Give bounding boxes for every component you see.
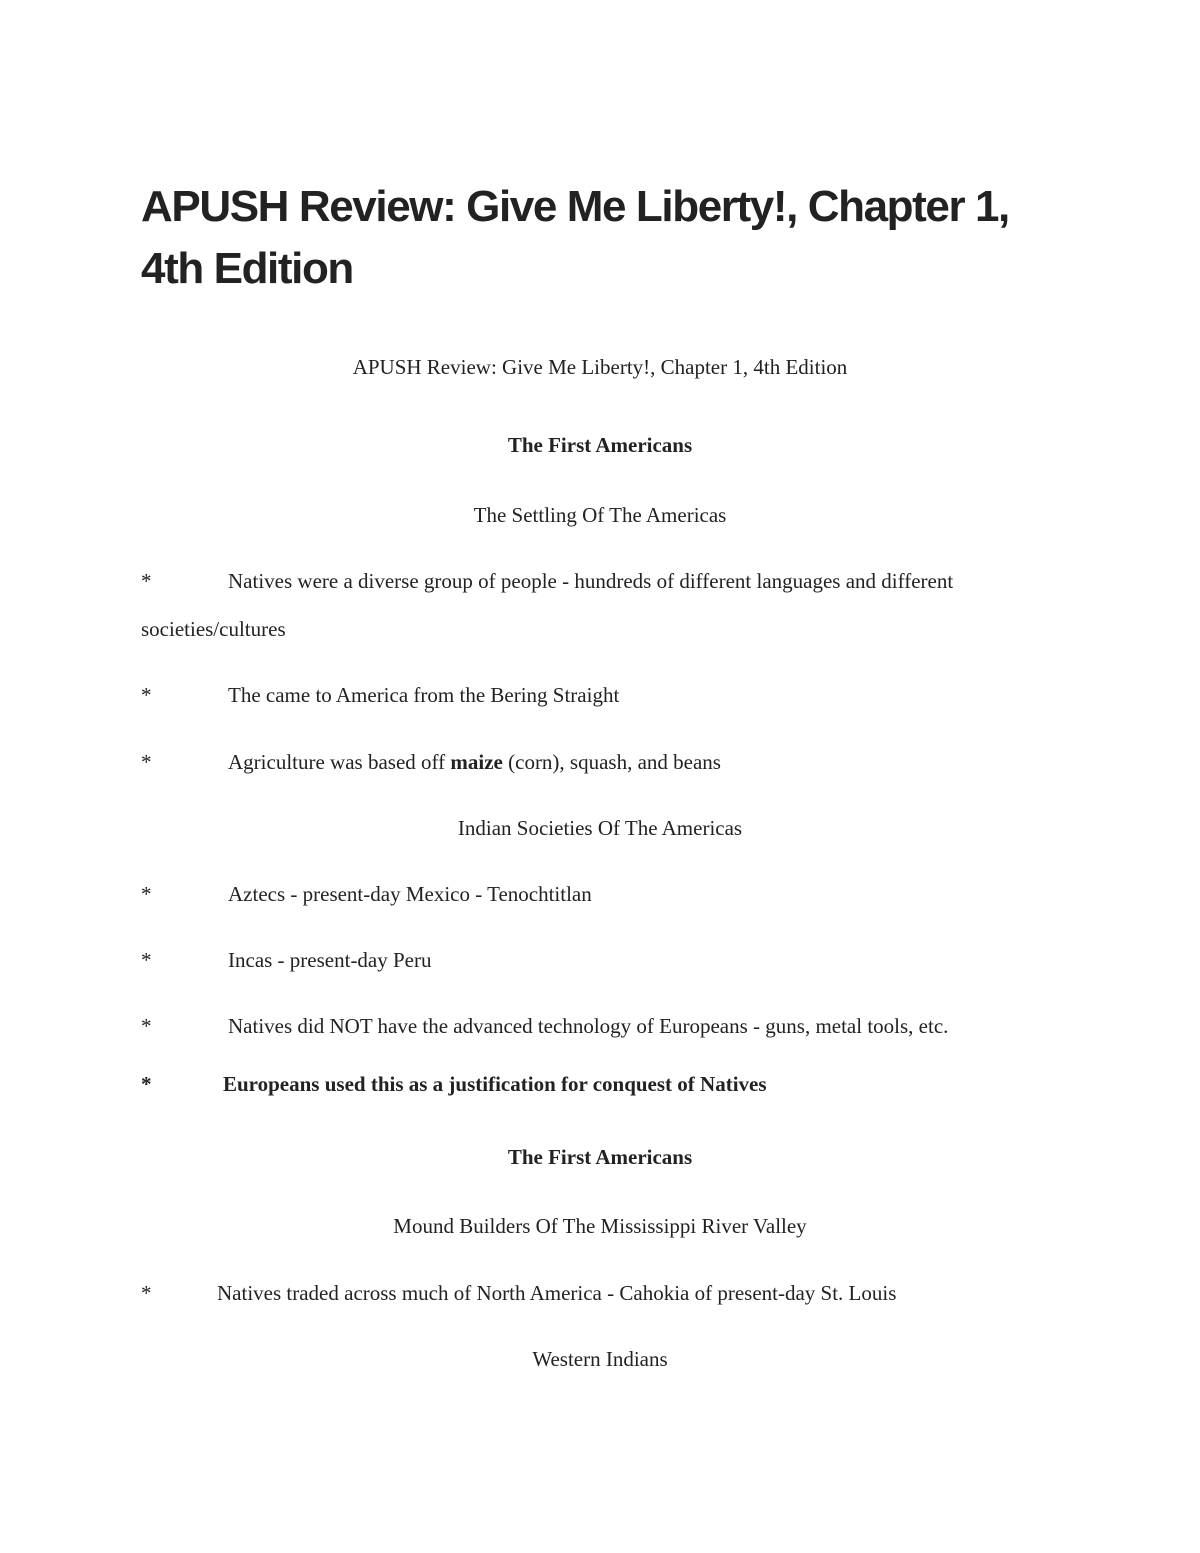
list-item-text: The came to America from the Bering Straight xyxy=(228,683,620,707)
bullet-marker: * xyxy=(141,948,152,972)
text-run: Agriculture was based off xyxy=(228,750,451,774)
bullet-marker: * xyxy=(141,569,152,593)
section-heading: The First Americans xyxy=(507,433,693,457)
list-item-text: Natives did NOT have the advanced technology of Europeans - guns, metal tools, etc. xyxy=(228,1014,949,1038)
text-run: (corn), squash, and beans xyxy=(502,750,721,774)
subsection-heading: Mound Builders Of The Mississippi River Valley xyxy=(393,1214,807,1238)
subsection-heading: Western Indians xyxy=(532,1347,668,1371)
bold-term: maize xyxy=(450,750,503,774)
document-subtitle: APUSH Review: Give Me Liberty!, Chapter 1, 4th Edition xyxy=(352,355,848,379)
list-item-continuation: societies/cultures xyxy=(141,617,286,641)
subsection-heading: The Settling Of The Americas xyxy=(473,503,727,527)
list-item-text: Europeans used this as a justification for conquest of Natives xyxy=(223,1072,767,1096)
list-item-text: Natives were a diverse group of people - hundreds of different languages and different xyxy=(228,569,954,593)
bullet-marker: * xyxy=(141,882,152,906)
list-item-text: Incas - present-day Peru xyxy=(228,948,432,972)
bullet-marker: * xyxy=(141,1281,152,1305)
bullet-marker: * xyxy=(141,1072,152,1096)
bullet-marker: * xyxy=(141,750,152,774)
list-item-text: Natives traded across much of North America - Cahokia of present-day St. Louis xyxy=(217,1281,897,1305)
list-item-text: Aztecs - present-day Mexico - Tenochtitlan xyxy=(228,882,592,906)
document-title: APUSH Review: Give Me Liberty!, Chapter 1, 4th Edition xyxy=(141,182,1009,293)
bullet-marker: * xyxy=(141,1014,152,1038)
bullet-marker: * xyxy=(141,683,152,707)
subsection-heading: Indian Societies Of The Americas xyxy=(457,816,743,840)
section-heading: The First Americans xyxy=(507,1145,693,1169)
list-item-text xyxy=(228,749,721,775)
